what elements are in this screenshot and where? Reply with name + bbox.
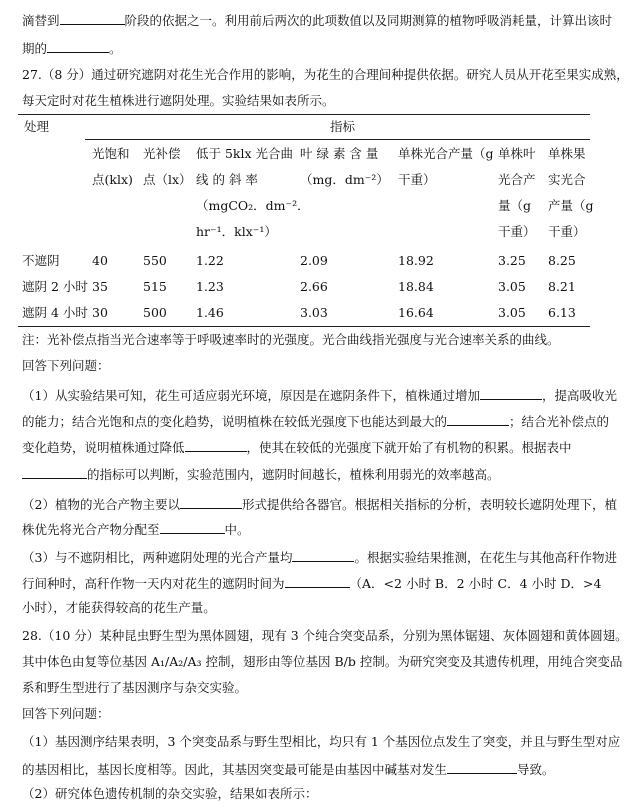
text-fragment: 形式提供给各器官。根据相关指标的分析，表明较长遮阴处理下，植 (241, 497, 617, 512)
text-line: （1）基因测序结果表明，3 个突变品系与野生型相比，均只有 1 个基因位点发生了突变，并且与野生型对应 (22, 734, 621, 749)
text-fragment: 的能力；结合光饱和点的变化趋势，说明植株在较低光强度下也能达到最大的 (22, 414, 448, 429)
col-header: 单株叶 (498, 146, 536, 161)
col-header: 单株光合产量（g (398, 146, 494, 161)
text-fragment: 滴替到 (22, 13, 60, 28)
table-cell: 550 (143, 253, 167, 268)
table-rule-top (18, 114, 590, 115)
table-cell: 8.21 (548, 279, 576, 294)
answer-blank[interactable] (185, 439, 247, 452)
table-cell: 35 (92, 279, 108, 294)
text-fragment: 的基因相比，基因长度相等。因此，其基因突变最可能是由基因中碱基对发生 (22, 762, 448, 777)
text-fragment: （3）与不遮阴相比，两种遮阴处理的光合产量均 (22, 550, 293, 565)
answer-blank[interactable] (447, 413, 509, 426)
table-cell: 18.92 (398, 253, 434, 268)
answer-blank[interactable] (47, 40, 109, 53)
question-27-intro: 27.（8 分）通过研究遮阴对花生光合作用的影响，为花生的合理间种提供依据。研究人员从开花至果实成熟， (22, 67, 629, 82)
text-fragment: 阶段的依据之一。利用前后两次的此项数值以及同期测算的植物呼吸消耗量，计算出该时 (124, 13, 613, 28)
table-cell: 2.66 (300, 279, 328, 294)
text-line (22, 575, 601, 591)
answer-blank[interactable] (292, 549, 354, 562)
question-28-intro: 28.（10 分）某种昆虫野生型为黑体圆翅，现有 3 个纯合突变品系，分别为黑体锯翅、灰体圆翅和黄体圆翅。 (22, 628, 628, 643)
text-line (22, 521, 250, 537)
col-header: 实光合 (548, 172, 586, 187)
col-header: 量（g (498, 198, 532, 213)
col-header: 干重） (398, 172, 436, 187)
answer-prompt: 回答下列问题： (22, 358, 110, 373)
table-cell: 1.23 (196, 279, 224, 294)
text-fragment: （2）植物的光合产物主要以 (22, 497, 180, 512)
text-fragment: 。根据实验结果推测，在花生与其他高秆作物进 (354, 550, 617, 565)
col-header: 单株果 (548, 146, 586, 161)
table-cell: 18.84 (398, 279, 434, 294)
answer-blank[interactable] (480, 387, 542, 400)
table-row-label: 遮阴 4 小时 (22, 305, 88, 320)
text-line (22, 761, 555, 777)
answer-blank[interactable] (22, 466, 87, 479)
col-header: （mg．dm⁻²） (300, 172, 389, 187)
text-fragment: ，使其在较低的光强度下就开始了有机物的积累。根据表中 (246, 440, 572, 455)
col-header: 光饱和 (92, 146, 130, 161)
text-fragment: （A．<2 小时 B．2 小时 C．4 小时 D．>4 (349, 576, 602, 591)
text-line (22, 466, 500, 482)
table-cell: 8.25 (548, 253, 576, 268)
text-fragment: 的指标可以判断，实验范围内，遮阴时间越长，植株利用弱光的效率越高。 (87, 467, 500, 482)
text-fragment: （1）从实验结果可知，花生可适应弱光环境，原因是在遮阴条件下，植株通过增加 (22, 388, 480, 403)
col-header: （mgCO₂．dm⁻²． (196, 198, 310, 213)
question-27-intro: 每天定时对花生植株进行遮阴处理。实验结果如表所示。 (22, 93, 335, 108)
col-header: 低于 5klx 光合曲 (196, 146, 294, 161)
text-line (22, 496, 617, 512)
answer-blank[interactable] (447, 761, 517, 774)
question-28-intro: 系和野生型进行了基因测序与杂交实验。 (22, 680, 248, 695)
table-rule-bottom (18, 326, 590, 327)
text-line (22, 439, 572, 455)
answer-blank[interactable] (160, 521, 225, 534)
table-cell: 515 (143, 279, 167, 294)
text-fragment: 行间种时，高秆作物一天内对花生的遮阴时间为 (22, 576, 285, 591)
table-cell: 3.25 (498, 253, 526, 268)
text-fragment: ，提高吸收光 (541, 388, 617, 403)
table-cell: 16.64 (398, 305, 434, 320)
text-fragment: 导致。 (517, 762, 555, 777)
col-header: 线 的 斜 率 (196, 172, 258, 187)
table-header-index: 指标 (330, 119, 356, 134)
table-cell: 3.05 (498, 279, 526, 294)
table-cell: 3.05 (498, 305, 526, 320)
table-cell: 30 (92, 305, 108, 320)
col-header: 干重） (548, 224, 586, 239)
table-cell: 1.46 (196, 305, 224, 320)
col-header: hr⁻¹．klx⁻¹） (196, 224, 277, 239)
answer-blank[interactable] (285, 575, 350, 588)
text-line (22, 413, 609, 429)
text-fragment: ；结合光补偿点的 (509, 414, 610, 429)
table-row-label: 遮阴 2 小时 (22, 279, 88, 294)
table-row-label: 不遮阴 (22, 253, 60, 268)
text-fragment: 中。 (224, 522, 250, 537)
table-cell: 2.09 (300, 253, 328, 268)
table-cell: 40 (92, 253, 108, 268)
col-header: 叶 绿 素 含 量 (300, 146, 379, 161)
col-header: 光合产 (498, 172, 536, 187)
table-header-treatment: 处理 (24, 119, 50, 134)
text-line (22, 40, 122, 56)
answer-blank[interactable] (60, 12, 125, 25)
text-fragment: 株优先将光合产物分配至 (22, 522, 160, 537)
text-fragment: 期的 (22, 41, 48, 56)
text-line (22, 387, 617, 403)
text-fragment: 。 (109, 41, 122, 56)
answer-prompt: 回答下列问题： (22, 706, 110, 721)
table-cell: 6.13 (548, 305, 576, 320)
table-cell: 500 (143, 305, 167, 320)
col-header: 产量（g (548, 198, 594, 213)
table-rule-sub (85, 139, 590, 140)
text-line: （2）研究体色遗传机制的杂交实验，结果如表所示： (22, 786, 318, 801)
question-28-intro: 其中体色由复等位基因 A₁/A₂/A₃ 控制，翅形由等位基因 B/b 控制。为研究突变及其遗传机理，用纯合突变品 (22, 654, 623, 669)
col-header: 点（lx） (143, 172, 192, 187)
table-note: 注：光补偿点指当光合速率等于呼吸速率时的光强度。光合曲线指光强度与光合速率关系的曲线。 (22, 332, 560, 347)
answer-blank[interactable] (180, 496, 242, 509)
text-fragment: 变化趋势，说明植株通过降低 (22, 440, 185, 455)
col-header: 点(klx) (92, 172, 133, 187)
table-cell: 3.03 (300, 305, 328, 320)
text-line: 小时），才能获得较高的花生产量。 (22, 600, 216, 615)
text-line (22, 12, 612, 28)
col-header: 光补偿 (143, 146, 181, 161)
table-cell: 1.22 (196, 253, 224, 268)
col-header: 干重） (498, 224, 536, 239)
text-line (22, 549, 617, 565)
